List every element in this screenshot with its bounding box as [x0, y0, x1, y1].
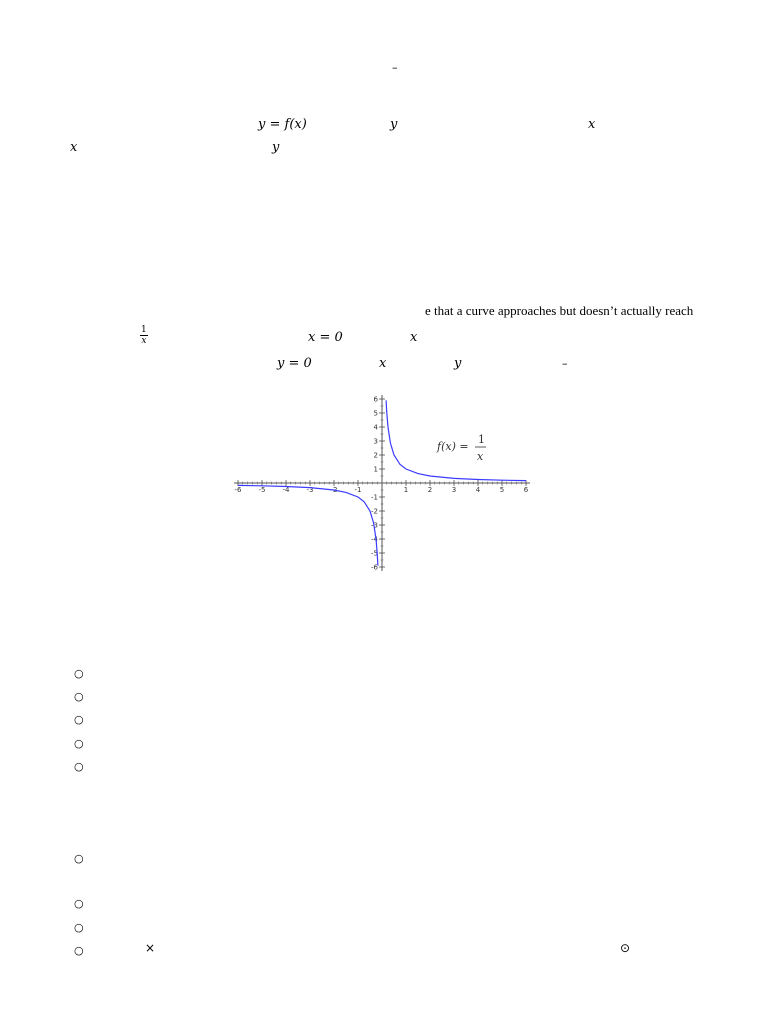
variable-y: y [272, 140, 280, 155]
y-tick-label: 1 [373, 465, 378, 474]
y-tick-label: -4 [371, 535, 378, 544]
list-bullet: ○ [74, 713, 84, 726]
variable-y: y [454, 356, 462, 371]
variable-y: y [390, 117, 398, 132]
asymptote-definition-text: e that a curve approaches but doesn’t actually reach [425, 303, 694, 318]
list-bullet: ○ [74, 667, 84, 680]
close-icon[interactable]: × [145, 941, 156, 955]
y-tick-label: 4 [373, 423, 378, 432]
y-tick-label: 2 [373, 451, 378, 460]
y-tick-label: 3 [373, 437, 378, 446]
x-tick-label: -2 [330, 486, 338, 494]
variable-x: x [588, 117, 596, 132]
list-bullet: ○ [74, 921, 84, 934]
function-label-numerator: 1 [478, 433, 485, 446]
x-tick-label: -5 [258, 486, 266, 494]
list-bullet: ○ [74, 690, 84, 703]
circle-dot-icon[interactable]: ⊙ [620, 941, 631, 955]
fraction-numerator: 1 [141, 325, 147, 335]
x-tick-label: 1 [403, 486, 409, 494]
y-tick-label: -5 [371, 549, 378, 558]
y-tick-label: -6 [371, 563, 378, 572]
list-bullet: ○ [74, 760, 84, 773]
y-tick-label: -1 [371, 493, 378, 502]
x-tick-label: 3 [451, 486, 457, 494]
equation-y-equals-f-of-x: y = f(x) [258, 117, 307, 132]
function-label [436, 433, 486, 463]
x-tick-label: -3 [306, 486, 314, 494]
function-label-lhs: f(x) = [437, 440, 469, 453]
fraction-one-over-x [140, 326, 148, 346]
function-label-denominator: x [477, 450, 484, 463]
list-bullet: ○ [74, 737, 84, 750]
y-tick-label: -3 [371, 521, 378, 530]
list-bullet: ○ [74, 852, 84, 865]
variable-x: x [410, 330, 418, 345]
x-tick-label: 5 [499, 486, 505, 494]
y-tick-label: 5 [373, 409, 378, 418]
dash-top: – [392, 61, 398, 74]
x-tick-label: 6 [523, 486, 529, 494]
dash-mid: – [562, 357, 568, 370]
list-bullet: ○ [74, 944, 84, 957]
list-bullet: ○ [74, 897, 84, 910]
x-tick-label: -4 [282, 486, 290, 494]
reciprocal-curve-branch [238, 485, 378, 565]
equation-y-equals-zero: y = 0 [277, 356, 312, 371]
y-tick-label: -2 [371, 507, 378, 516]
x-tick-label: 4 [475, 486, 481, 494]
equation-x-equals-zero: x = 0 [308, 330, 343, 345]
x-tick-label: -6 [234, 486, 242, 494]
reciprocal-function-graph [232, 388, 532, 573]
y-tick-label: 6 [373, 395, 378, 404]
fraction-denominator: x [141, 336, 147, 346]
variable-x: x [379, 356, 387, 371]
x-tick-label: 2 [427, 486, 433, 494]
x-tick-label: -1 [354, 486, 362, 494]
variable-x: x [70, 140, 78, 155]
